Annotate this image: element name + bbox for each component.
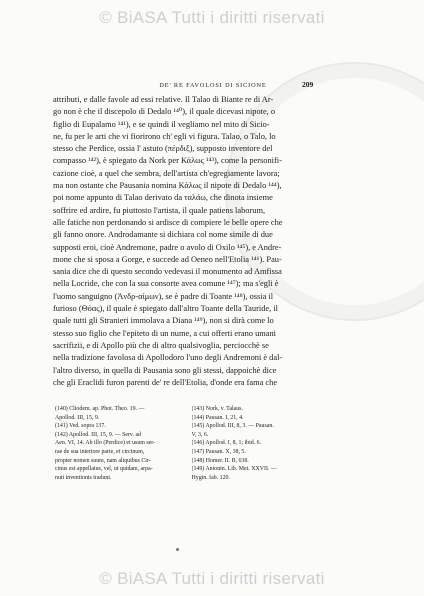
footnotes-right-column: [192, 405, 321, 482]
text-line: stesso suo figlio che l'epiteto di un nume, a cui offerti erano umani: [53, 328, 277, 338]
footnote-line: cinus est appellatus, vel, ut quidam, arpa-: [55, 466, 153, 473]
footnote-line: (149) Antonin. Lib. Met. XXVII. —: [191, 466, 277, 473]
text-line: furioso (Θόας), il quale è spiegato dall'altro Toante della Tauride, il: [53, 304, 278, 314]
footnote-line: (146) Apollod. I, 8, 1; ibid. 6.: [191, 440, 262, 447]
text-line: nella Locride, che con la sua consorte avea comune ¹⁴⁷); ma s'egli è: [53, 279, 279, 289]
page-number: 209: [302, 80, 314, 89]
text-line: sacrifizii, e di Apollo più che di altro qualsivoglia, perciocchè se: [53, 340, 269, 350]
footnote-line: Aen. VI, 14. Ab illo (Perdice) et usum ser-: [55, 440, 156, 447]
text-line: mone che si sposa a Gorge, e succede ad Oeneo nell'Etolia ¹⁴⁶). Pau-: [53, 254, 282, 264]
footnote-line: (140) Cliodem. ap. Phot. Theo. 19. —: [55, 406, 145, 412]
footnote-line: (145) Apollod. III, 8, 3. — Pausan.: [191, 423, 274, 430]
text-line: stesso che Perdice, ossia l' astuto (πέρδιξ), supposto inventore del: [53, 144, 273, 154]
footnote-line: (148) Homer. II. B, 638.: [191, 457, 249, 464]
text-line: compasso ¹⁴²), è spiegato da Nork per Κάλως ¹⁴³), come la personifi-: [53, 156, 282, 166]
text-line: che gli Eraclidi furon parenti de' re dell'Etolia, d'onde era fama che: [53, 377, 278, 387]
text-line: nella tradizione favolosa di Apollodoro l'uno degli Andremoni è dal-: [53, 353, 283, 363]
footnotes-left-column: [55, 405, 184, 482]
text-line: ne, fu per le arti che vi fiorirono ch' egli vi figura. Talao, o Talo, lo: [53, 131, 276, 141]
running-head: DE' RE FAVOLOSI DI SICIONE: [159, 82, 267, 89]
text-line: quale tutti gli Stranieri immolava a Diana ¹⁴⁹), non si dirà come lo: [53, 316, 274, 326]
text-line: gli fanno onore. Androdamante si dichiara col nome simile di due: [53, 230, 273, 240]
text-line: figlio di Eupalamo ¹⁴¹), e se quindi il vegliamo nel mito di Sicio-: [53, 119, 270, 129]
ink-speck: [176, 548, 179, 551]
footnote-line: Hygin. fab. 120.: [191, 474, 230, 481]
footnote-line: (142) Apollod. III, 15, 9. — Serv. ad: [55, 431, 141, 438]
text-line: soffrire ed ardire, fu piuttosto l'artista, il quale patiens laborum,: [53, 205, 266, 215]
footnote-line: V, 3, 6.: [191, 431, 209, 438]
footnote-line: propter nomen suum, nam aliquibus Cir-: [55, 457, 151, 464]
watermark-top: © BiASA Tutti i diritti riservati: [99, 8, 325, 27]
footnote-line: Apollod. III, 15, 9.: [55, 414, 100, 421]
text-line: l'uomo sanguigno (Ἀνδρ-αίμων), se è padre di Toante ¹⁴⁸), ossia il: [53, 291, 274, 301]
text-line: attributi, e dalle favole ad essi relative. Il Talao di Biante re di Ar-: [53, 95, 274, 104]
text-line: ma non ostante che Pausania nomina Κάλως il nipote di Dedalo ¹⁴⁴),: [53, 181, 282, 191]
footnotes: [55, 405, 320, 482]
text-line: supposti eroi, cioè Andremone, padre o avolo di Oxilo ¹⁴⁵), e Andre-: [53, 242, 282, 252]
footnote-line: (141) Ved. sopra 137.: [55, 423, 106, 430]
footnote-line: rae de sua interiore parte, et circinum,: [55, 448, 145, 455]
text-line: go non è che il discepolo di Dedalo ¹⁴⁰), il quale dicevasi nipote, o: [53, 107, 276, 117]
text-line: alle fatiche non perdonando si ardisce di compiere le belle opere che: [53, 217, 283, 227]
footnote-line: (144) Pausan. I, 21, 4.: [191, 414, 244, 421]
text-line: l'altro diverso, in quella di Pausania sono gli stessi, dappoichè dice: [53, 365, 277, 375]
main-text: [53, 94, 323, 389]
footnote-line: (147) Pausan. X, 38, 5.: [191, 448, 246, 455]
footnote-line: (143) Nork, v. Talaus.: [191, 406, 243, 412]
text-line: sania dice che di questo secondo vedevasi il monumento ad Amfissa: [53, 267, 282, 277]
text-line: poi nome appunto di Talao derivato da ταλάω, che dinota insieme: [53, 193, 273, 203]
text-line: cazione cioè, a quel che sembra, dell'artista ch'egregiamente lavora;: [53, 168, 280, 178]
footnote-line: nuti inventionis tradunt.: [55, 474, 112, 481]
watermark-bottom: © BiASA Tutti i diritti riservati: [99, 569, 325, 588]
